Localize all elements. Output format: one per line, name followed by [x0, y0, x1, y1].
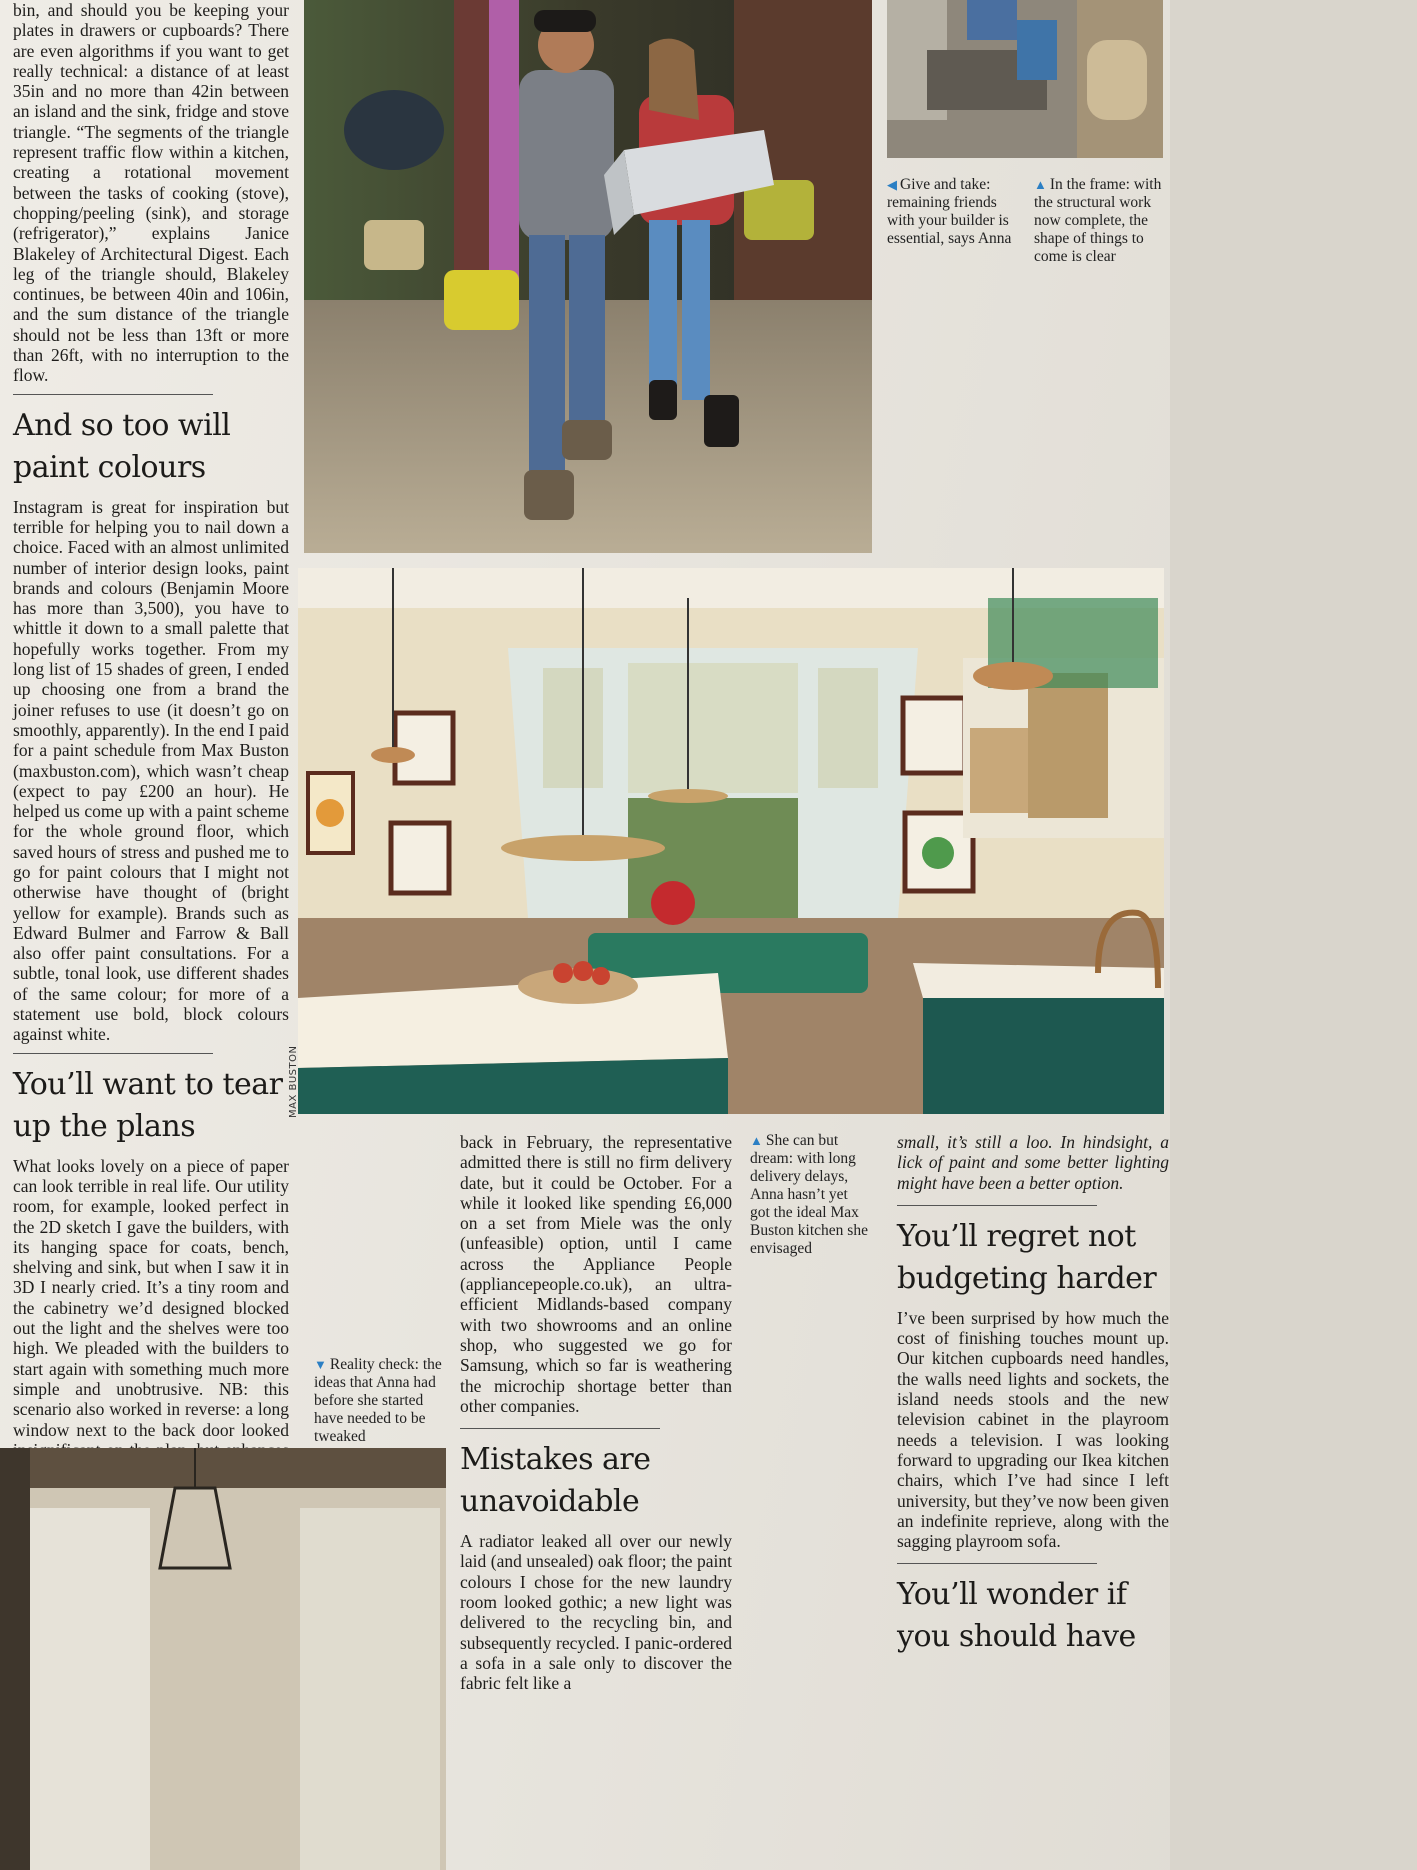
- mistakes-heading: Mistakes are unavoidable: [460, 1442, 651, 1520]
- section-rule: [13, 1053, 213, 1054]
- caption-in-the-frame: ▲ In the frame: with the structural work now complete, the shape of things to come is clear: [1034, 176, 1162, 265]
- section-rule: [897, 1205, 1097, 1206]
- plans-heading: You’ll want to tear up the plans: [13, 1066, 283, 1144]
- oven-continued-paragraph: back in February, the representative admitted there is still no firm delivery date, but it could be October. For a while it looked like spending £6,000 on a set from Miele was the only (unfeasible) option, until I came across the Appliance People (appliancepeople.co.uk), an ultra-efficient Midlands-based company with two showrooms and an online shop, who suggested we go for Samsung, which so far is weathering the microchip shortage better than other companies.: [460, 1132, 732, 1416]
- budget-heading: You’ll regret not budgeting harder: [897, 1218, 1157, 1296]
- loo-paragraph: small, it’s still a loo. In hindsight, a lick of paint and some better lighting might have been a better option.: [897, 1132, 1169, 1193]
- wonder-heading: You’ll wonder if you should have: [897, 1577, 1136, 1655]
- section-rule: [460, 1428, 660, 1429]
- structural-photo-art: [887, 0, 1163, 158]
- section-rule: [13, 394, 213, 395]
- caption-arrow-down-icon: ▼: [314, 1357, 327, 1372]
- intro-paragraph: bin, and should you be keeping your plates in drawers or cupboards? There are even algorithms if you want to get really technical: a distance of at least 35in and no more than 42in between an island and the sink, fridge and stove triangle. “The segments of the triangle represent traffic flow within a kitchen, creating a rotational movement between the tasks of cooking (stove), chopping/peeling (sink), and storage (refrigerator),” explains Janice Blakeley of Architectural Digest. Each leg of the triangle should, Blakeley continues, be between 40in and 106in, and the sum distance of the triangle should not be less than 13ft or more than 26ft, with no interruption to the flow.: [13, 0, 289, 386]
- caption-arrow-up-icon: ▲: [1034, 177, 1047, 192]
- builder-photo: [304, 0, 872, 553]
- builder-photo-art: [304, 0, 872, 553]
- caption-give-and-take: ◀ Give and take: remaining friends with your builder is essential, says Anna: [887, 176, 1012, 247]
- mistakes-paragraph: A radiator leaked all over our newly laid (and unsealed) oak floor; the paint colours I chose for the new laundry room looked gothic; a new light was delivered to the recycling bin, and subsequently recycled. I panic-ordered a sofa in a sale only to discover the fabric felt like a: [460, 1531, 732, 1694]
- section-rule: [897, 1563, 1097, 1564]
- kitchen-photo: [298, 568, 1164, 1114]
- caption-reality-check: ▼ Reality check: the ideas that Anna had before she started have needed to be tweaked: [314, 1356, 442, 1445]
- structural-work-photo: [887, 0, 1163, 158]
- caption-arrow-left-icon: ◀: [887, 177, 897, 192]
- caption-arrow-up-icon: ▲: [750, 1133, 763, 1148]
- column-4: [897, 1132, 1169, 1666]
- kitchen-photo-art: [298, 568, 1164, 1114]
- right-edge-strip: [1170, 0, 1417, 1870]
- caption-she-can-but-dream: ▲ She can but dream: with long delivery delays, Anna hasn’t yet got the ideal Max Buston kitchen she envisaged: [750, 1132, 868, 1257]
- column-3: [460, 1132, 732, 1694]
- plans-paragraph: What looks lovely on a piece of paper can look terrible in real life. Our utility room, for example, looked perfect in the 2D sketch I gave the builders, with its hanging space for coats, bench, shelving and sink, but when I saw it in 3D I nearly cried. It’s a tiny room and the cabinetry we’d designed blocked out the light and the shelves were too high. We pleaded with the builders to start again with something much more simple and unobtrusive. NB: this scenario also worked in reverse: a long window next to the back door looked: [13, 1155, 289, 1440]
- room-photo: [0, 1448, 446, 1870]
- paint-paragraph: Instagram is great for inspiration but terrible for helping you to nail down a choice. Faced with an almost unlimited number of interior design looks, paint brands and colours (Benjamin Moore has more than 3,500), you have to whittle it down to a small palette that hopefully works together. From my long list of 15 shades of green, I ended up choosing one from a brand the joiner refuses to use (it doesn’t go on smoothly, apparently). In the end I paid for a paint schedule from Max Buston (maxbuston.com), which wasn’t cheap (expect to pay £200 an hour). He helped us come up with a paint scheme for the whole ground floor, which saved hours of stress and pushed me to go for paint colours that I might not otherwise have thought of (bright yellow for example). Brands such as Edward Bulmer and Farrow & Ball also offer paint consultations. For a subtle, tonal look, use different shades of the same colour; for more of a statement use bold, block colours against white.: [13, 496, 289, 1045]
- photo-credit: MAX BUSTON: [288, 1045, 299, 1118]
- room-photo-art: [0, 1448, 446, 1870]
- budget-paragraph: I’ve been surprised by how much the cost of finishing touches mount up. Our kitchen cupboards need handles, the walls need lights and sockets, the island needs stools and the new television cabinet in the playroom needs a television. I was looking forward to upgrading our Ikea kitchen chairs, which I’ve had since I left university, but they’ve now been given an indefinite reprieve, along with the sagging playroom sofa.: [897, 1307, 1169, 1552]
- paint-heading: And so too will paint colours: [13, 407, 231, 485]
